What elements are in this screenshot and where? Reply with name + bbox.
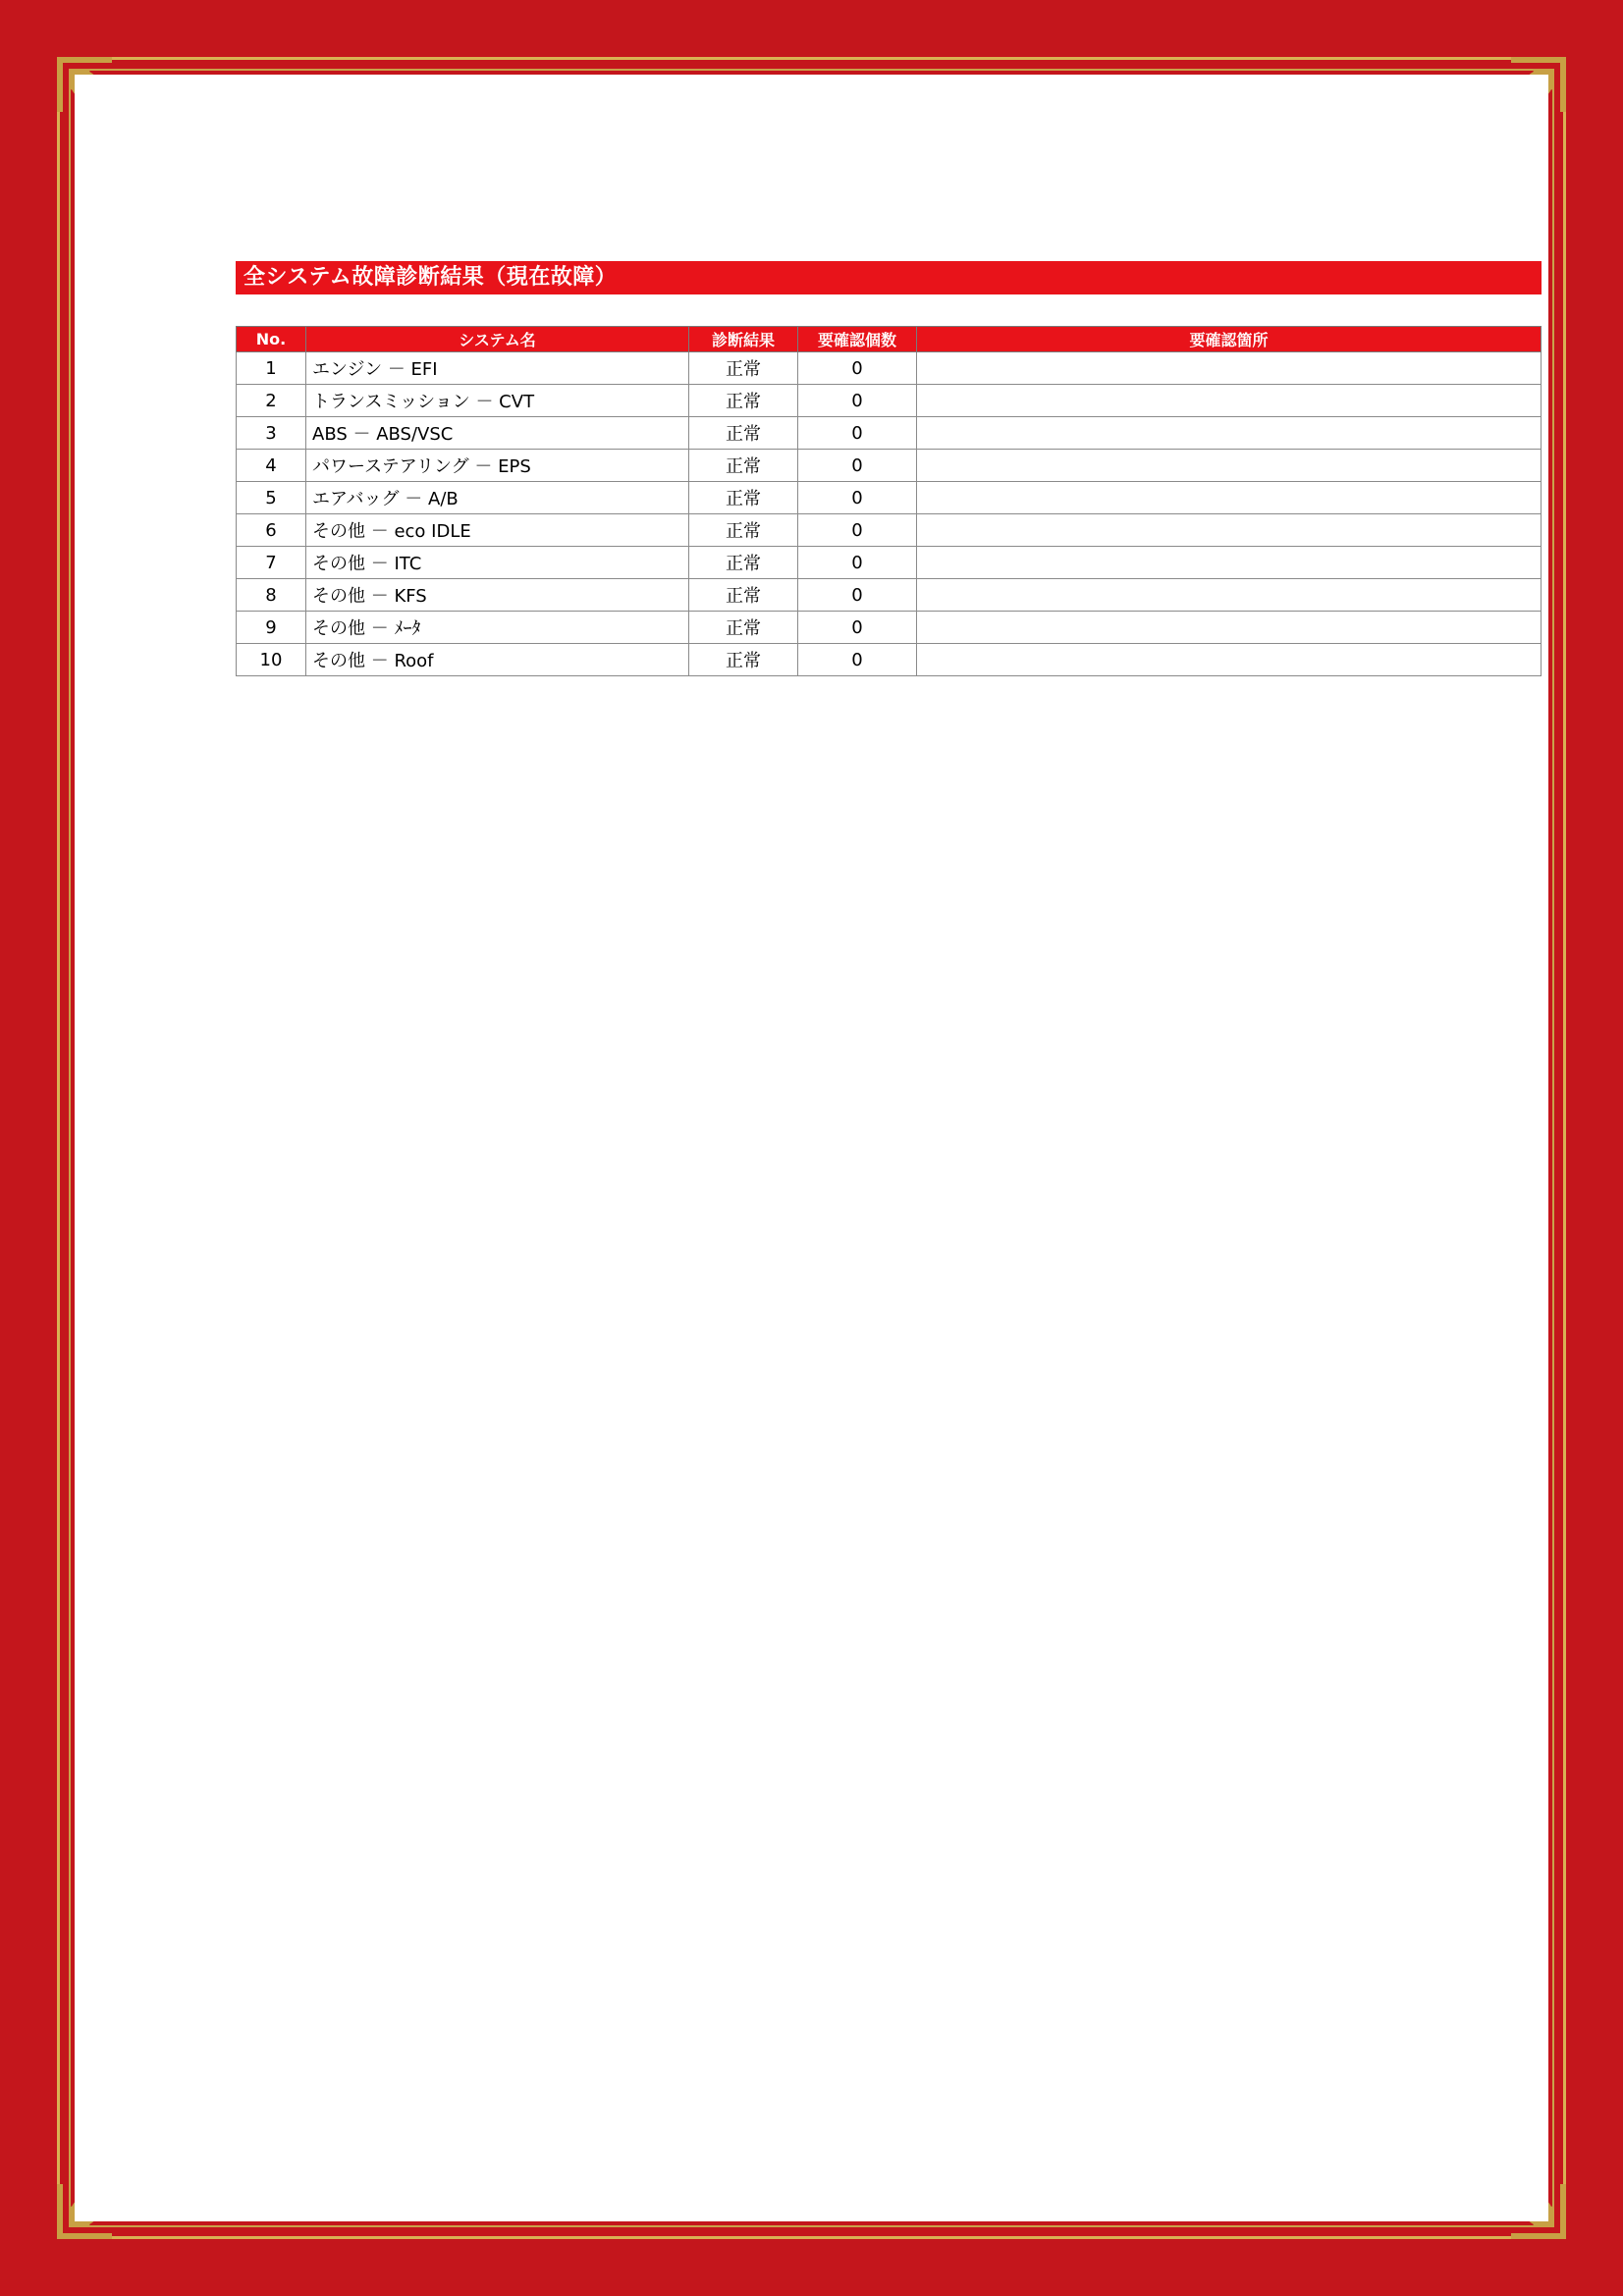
cell-location [917,385,1542,417]
column-header-system: システム名 [306,327,689,352]
cell-location [917,352,1542,385]
cell-result: 正常 [689,514,798,547]
cell-result: 正常 [689,482,798,514]
cell-location [917,417,1542,450]
cell-result: 正常 [689,547,798,579]
cell-location [917,579,1542,612]
column-header-count: 要確認個数 [798,327,917,352]
cell-system: エアバッグ － A/B [306,482,689,514]
cell-system: その他 － eco IDLE [306,514,689,547]
table-row [237,352,1542,385]
cell-result: 正常 [689,385,798,417]
cell-result: 正常 [689,579,798,612]
table-row [237,579,1542,612]
document-paper [75,75,1548,2221]
cell-count: 0 [798,547,917,579]
table-row [237,612,1542,644]
cell-system: パワーステアリング － EPS [306,450,689,482]
table-body [237,352,1542,676]
table-header-row [237,327,1542,352]
cell-system: その他 － Roof [306,644,689,676]
cell-no: 10 [237,644,306,676]
cell-no: 5 [237,482,306,514]
column-header-result: 診断結果 [689,327,798,352]
cell-no: 1 [237,352,306,385]
cell-system: その他 － ITC [306,547,689,579]
diagnostic-results-table [236,326,1542,676]
cell-count: 0 [798,579,917,612]
cell-system: その他 － ﾒｰﾀ [306,612,689,644]
cell-system: ABS － ABS/VSC [306,417,689,450]
cell-system: トランスミッション － CVT [306,385,689,417]
cell-result: 正常 [689,644,798,676]
cell-count: 0 [798,514,917,547]
table-row [237,644,1542,676]
column-header-no: No. [237,327,306,352]
cell-location [917,450,1542,482]
cell-no: 3 [237,417,306,450]
cell-result: 正常 [689,450,798,482]
cell-result: 正常 [689,612,798,644]
cell-no: 9 [237,612,306,644]
table-row [237,417,1542,450]
cell-count: 0 [798,482,917,514]
table-row [237,547,1542,579]
section-title: 全システム故障診断結果（現在故障） [236,261,1542,294]
cell-result: 正常 [689,352,798,385]
cell-location [917,514,1542,547]
column-header-location: 要確認箇所 [917,327,1542,352]
cell-location [917,644,1542,676]
cell-count: 0 [798,417,917,450]
cell-count: 0 [798,385,917,417]
cell-no: 4 [237,450,306,482]
cell-count: 0 [798,352,917,385]
table-row [237,450,1542,482]
cell-location [917,547,1542,579]
cell-location [917,612,1542,644]
cell-no: 6 [237,514,306,547]
cell-count: 0 [798,644,917,676]
cell-no: 8 [237,579,306,612]
table-row [237,482,1542,514]
cell-location [917,482,1542,514]
cell-count: 0 [798,612,917,644]
report-content [236,261,1542,676]
table-row [237,514,1542,547]
cell-system: その他 － KFS [306,579,689,612]
cell-no: 7 [237,547,306,579]
cell-system: エンジン － EFI [306,352,689,385]
cell-result: 正常 [689,417,798,450]
cell-no: 2 [237,385,306,417]
table-row [237,385,1542,417]
cell-count: 0 [798,450,917,482]
